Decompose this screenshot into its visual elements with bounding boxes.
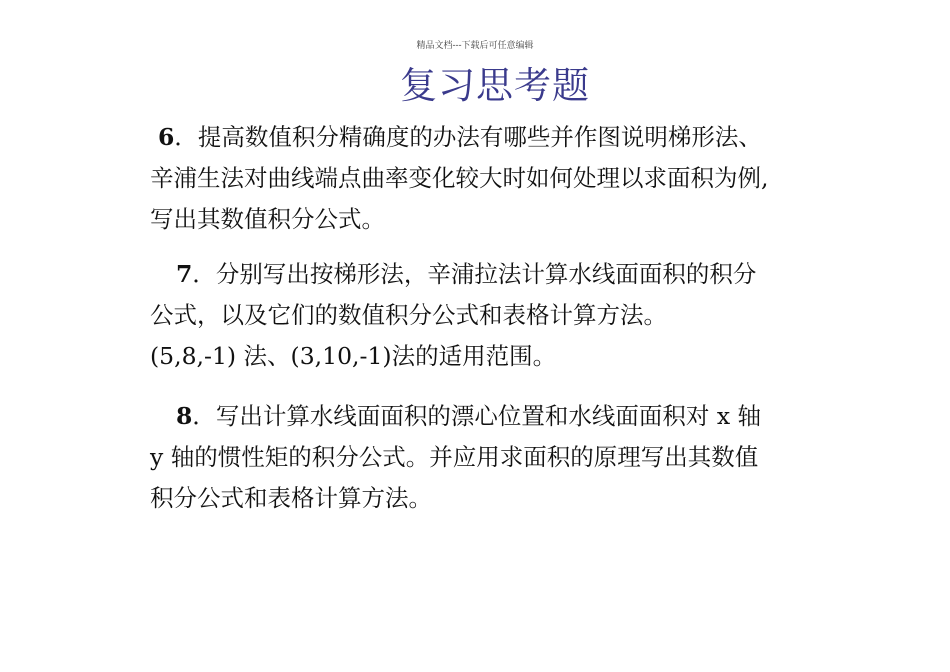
question-6-line-1-text: ．提高数值积分精确度的办法有哪些并作图说明梯形法、	[174, 123, 762, 151]
question-8-line-3: 积分公式和表格计算方法。	[150, 484, 432, 512]
question-8-line-1-text: ．写出计算水线面面积的漂心位置和水线面面积对 x 轴	[192, 402, 762, 430]
question-8	[150, 396, 870, 519]
question-6-line-1	[150, 117, 870, 158]
header-watermark: 精品文档---下载后可任意编辑	[416, 41, 534, 51]
question-7	[150, 254, 870, 377]
question-7-line-2: 公式，以及它们的数值积分公式和表格计算方法。	[150, 301, 667, 329]
question-6-line-2: 辛浦生法对曲线端点曲率变化较大时如何处理以求面积为例,	[150, 164, 769, 192]
question-8-line-2: y 轴的惯性矩的积分公式。并应用求面积的原理写出其数值	[150, 443, 759, 471]
question-7-line-1	[150, 254, 870, 295]
question-7-number: 7	[176, 260, 193, 288]
question-6	[150, 117, 870, 240]
question-8-number: 8	[176, 402, 193, 430]
question-7-line-1-text: ．分别写出按梯形法，辛浦拉法计算水线面面积的积分	[192, 260, 757, 288]
question-7-line-3: (5,8,-1) 法、(3,10,-1)法的适用范围。	[150, 342, 557, 370]
question-8-line-1	[150, 396, 870, 437]
question-6-line-3: 写出其数值积分公式。	[150, 205, 385, 233]
question-6-number: 6	[158, 123, 175, 151]
page-title: 复习思考题	[400, 64, 590, 107]
